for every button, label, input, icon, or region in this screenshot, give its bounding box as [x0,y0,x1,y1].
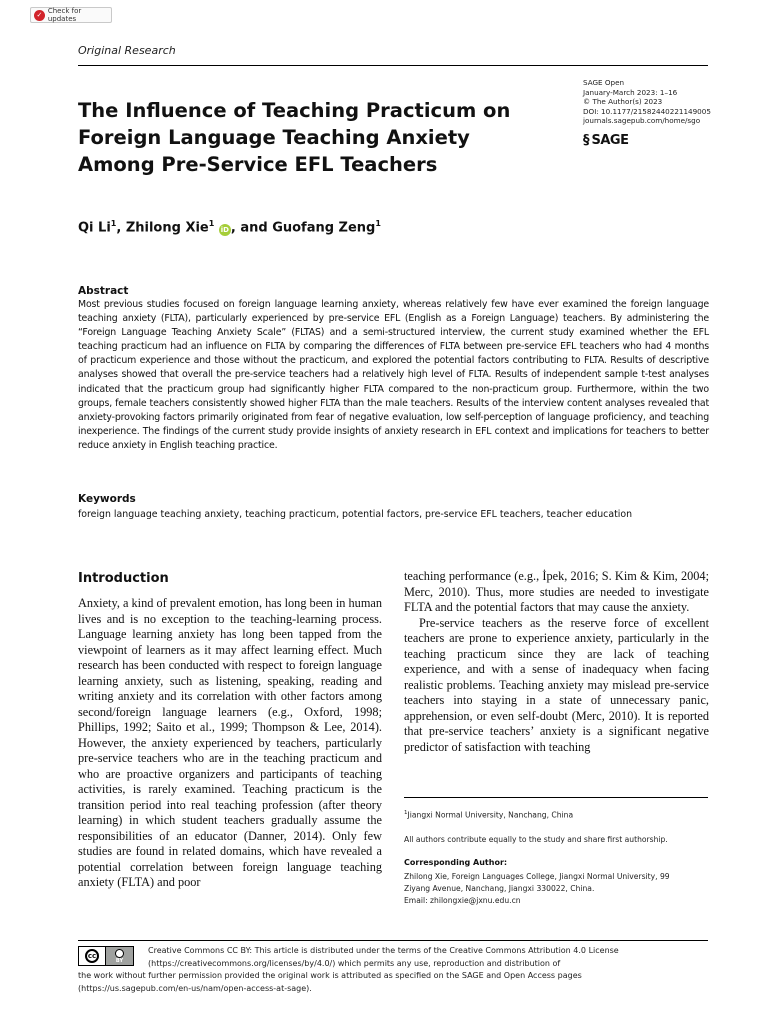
sage-logo-icon: § [583,133,590,148]
introduction-heading: Introduction [78,571,169,586]
journal-url[interactable]: journals.sagepub.com/home/sgo [583,116,701,126]
body-column-left [78,596,382,891]
footnote-rule [404,797,708,798]
journal-doi[interactable]: DOI: 10.1177/21582440221149005 [583,106,711,116]
keywords-heading: Keywords [78,493,136,505]
license-text: Creative Commons CC BY: This article is distributed under the terms of the Creative Commons Attribution 4.0 License (https://creativecommons.org/licenses/by/4.0/) which permits any use, reproduction and distribution of the work without further permission provided the original work is attributed as specified on the SAGE and Open Access pages (https://us.sagepub.com/en-us/nam/open-access-at-sage). [78,946,619,993]
body-paragraph: Anxiety, a kind of prevalent emotion, has long been in human lives and is no exception to the teaching-learning process. Language learning anxiety has long been tapped from the viewpoint of learners as it may affect learning effect. Much research has been conducted with respect to foreign language learning anxiety, such as listening, speaking, reading and writing anxiety and its correlation with other factors among second/foreign language learners (e.g., Oxford, 1998; Phillips, 1992; Saito et al., 1999; Thompson & Lee, 2014). However, the anxiety experienced by teachers, particularly pre-service teachers who are in the teaching practicum and who are proactive organizers and participants of teaching activities, is rarely examined. Teaching practicum is the transition period into real teaching profession (after theory learning) in which student teachers gradually assume the responsibilities of an educator (Danner, 2014). Only few studies are found in related domains, which have revealed a potential correlation between foreign language teaching anxiety (FLTA) and poor [78,596,382,889]
check-updates-label: Check for updates [47,7,82,23]
keywords-text: foreign language teaching anxiety, teaching practicum, potential factors, pre-service EFL teachers, teacher education [78,509,633,520]
footnote-equal-contribution: All authors contribute equally to the study and share first authorship. [404,835,668,844]
check-for-updates-button[interactable] [30,7,112,23]
footnote-affiliation: $^1$Jiangxi Normal University, Nanchang, China [404,810,574,820]
abstract-text: Most previous studies focused on foreign language learning anxiety, whereas relatively few have ever examined the foreign language teaching anxiety (FLTA), particularly experienced by pre-service EFL (English as a Foreign Language) teachers. By administering the “Foreign Language Teaching Anxiety Scale” (FLTAS) and a semi-structured interview, the current study examined whether the EFL teaching practicum had an influence on FLTA by comparing the differences of FLTA between pre-service EFL teachers who had 4 months of practicum experience and those without the practicum, and explored the potential factors contributing to FLTA. Results of descriptive analyses showed that overall the pre-service teachers had a relatively high level of FLTA. Results of independent sample t-test analyses indicated that the practicum group had significantly higher FLTA compared to the non-practicum group. Furthermore, within the two groups, female teachers consistently showed higher FLTA than the male teachers. Results of the interview content analyses revealed that anxiety-provoking factors primarily originated from fear of negative evaluation, low self-perception of language proficiency, and teaching inexperience. The findings of the current study provide insights of anxiety research in EFL context and implications for teachers to better reduce anxiety in English teaching practice. [78,299,709,451]
author-name: Zhilong Xie [125,220,209,236]
cc-icon: cc [85,949,99,963]
sage-logo [583,133,628,148]
journal-issue: January-March 2023: 1–16 [583,87,678,97]
corresponding-author-details: Zhilong Xie, Foreign Languages College, Jiangxi Normal University, 99 Ziyang Avenue, Nanchang, Jiangxi 330022, China. Email: zhilongxie@jxnu.edu.cn [404,871,704,907]
journal-name: SAGE Open [583,78,625,87]
cc-by-label: BY [115,957,124,964]
affiliation-mark: 1 [375,219,381,228]
affiliation-mark: 1 [208,219,215,228]
check-updates-icon: ✓ [34,10,45,21]
article-title: The Influence of Teaching Practicum on Foreign Language Teaching Anxiety Among Pre-Service EFL Teachers [78,99,511,176]
journal-copyright: © The Author(s) 2023 [583,97,663,107]
orcid-icon[interactable]: iD [220,226,229,235]
abstract-heading: Abstract [78,285,129,297]
affiliation-mark: 1 [110,219,117,228]
author-list: Qi Li$^1$, Zhilong Xie$^1$ iD , and Guofang Zeng$^1$ [78,219,381,236]
body-column-right [404,569,709,755]
author-name: Guofang Zeng [272,220,376,236]
corresponding-email[interactable]: Email: zhilongxie@jxnu.edu.cn [404,896,521,905]
body-paragraph: Pre-service teachers as the reserve force of excellent teachers are prone to experience anxiety, particularly in the teaching practicum since they are lack of teaching experience, and with a sense of inadequacy when facing realistic problems. Teaching anxiety may mislead pre-service teachers into staying in a state of unnecessary panic, apprehension, or even self-doubt (Merc, 2010). It is reported that pre-service teachers’ anxiety is a significant negative predictor of satisfaction with teaching [404,615,709,754]
article-type: Original Research [78,44,176,57]
journal-info [583,78,733,126]
author-name: Qi Li [78,220,111,236]
sage-logo-text: SAGE [591,133,629,148]
top-rule [78,65,708,66]
license-rule [78,940,708,941]
attribution-icon [115,949,124,958]
creative-commons-badge[interactable] [78,946,134,966]
body-paragraph: teaching performance (e.g., İpek, 2016; S. Kim & Kim, 2004; Merc, 2010). Thus, more studies are needed to investigate FLTA and the potential factors that may cause the anxiety. [404,569,709,614]
corresponding-author-heading: Corresponding Author: [404,858,508,867]
